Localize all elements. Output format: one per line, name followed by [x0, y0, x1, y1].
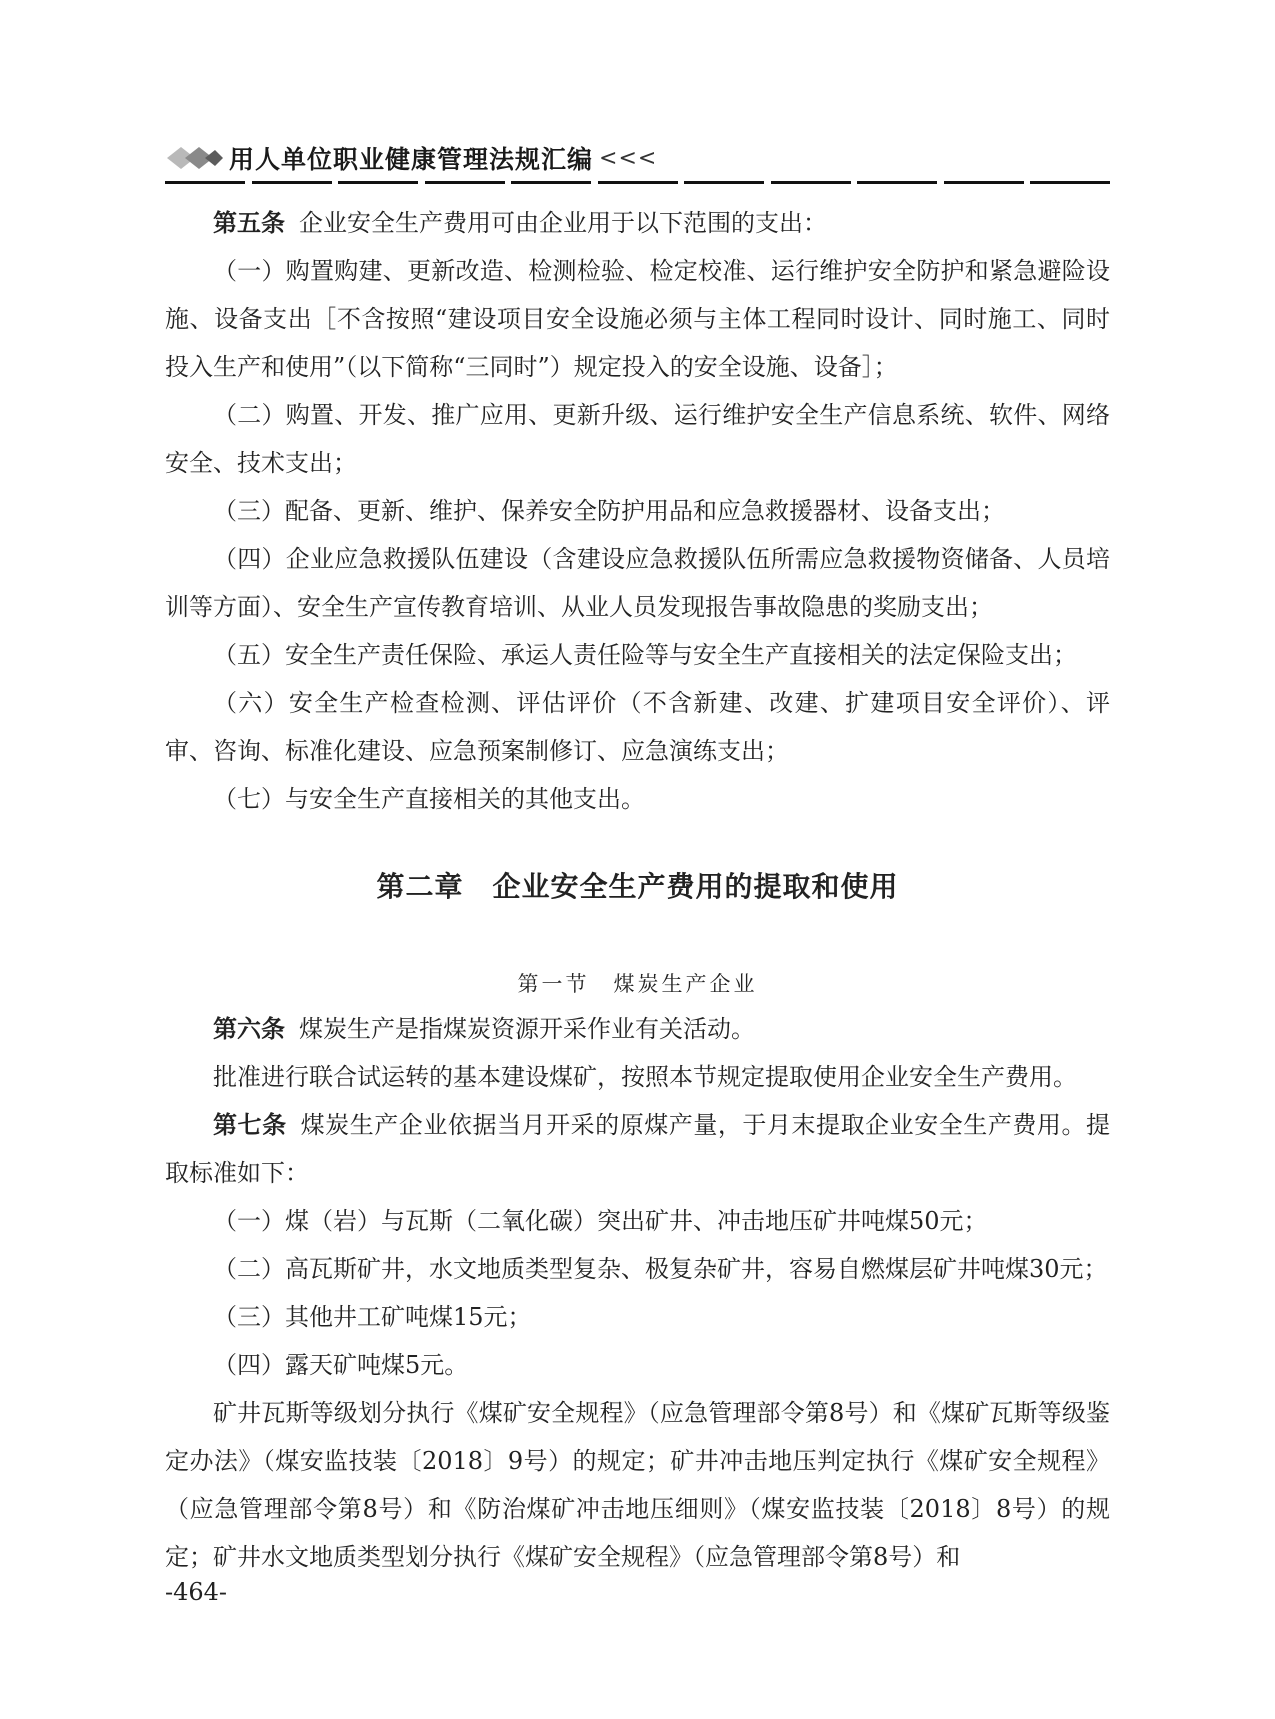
article-7	[165, 1101, 1110, 1197]
header-dashed-rule	[165, 181, 1110, 184]
paragraph: 批准进行联合试运转的基本建设煤矿，按照本节规定提取使用企业安全生产费用。	[213, 1063, 1077, 1091]
article-label: 第五条	[213, 209, 285, 237]
list-item: （一）煤（岩）与瓦斯（二氧化碳）突出矿井、冲击地压矿井吨煤50元；	[213, 1207, 988, 1235]
list-item: （七）与安全生产直接相关的其他支出。	[213, 785, 645, 813]
list-item: （三）其他井工矿吨煤15元；	[213, 1303, 532, 1331]
article-5-block	[165, 199, 1110, 823]
article-text: 企业安全生产费用可由企业用于以下范围的支出：	[299, 209, 827, 237]
article-text: 煤炭生产是指煤炭资源开采作业有关活动。	[299, 1015, 755, 1043]
section-heading: 第一节 煤炭生产企业	[517, 972, 758, 996]
double-diamond-logo-icon	[165, 143, 223, 173]
article-6	[165, 1005, 1110, 1053]
article-5	[165, 199, 1110, 247]
list-item: （三）配备、更新、维护、保养安全防护用品和应急救援器材、设备支出；	[213, 497, 1005, 525]
list-item: （二）高瓦斯矿井，水文地质类型复杂、极复杂矿井，容易自燃煤层矿井吨煤30元；	[213, 1255, 1108, 1283]
running-header	[165, 138, 1110, 178]
header-arrows-icon: <<<	[599, 145, 658, 171]
list-item: （五）安全生产责任保险、承运人责任险等与安全生产直接相关的法定保险支出；	[213, 641, 1077, 669]
chapter-heading: 第二章 企业安全生产费用的提取和使用	[376, 870, 899, 903]
article-label: 第七条	[213, 1111, 287, 1139]
paragraph: 矿井瓦斯等级划分执行《煤矿安全规程》（应急管理部令第8号）和《煤矿瓦斯等级鉴定办法》（煤安监技装〔2018〕9号）的规定；矿井冲击地压判定执行《煤矿安全规程》（应急管理部令第8号）和《防治煤矿冲击地压细则》（煤安监技装〔2018〕8号）的规定；矿井水文地质类型划分执行《煤矿安全规程》（应急管理部令第8号）和	[165, 1399, 1110, 1571]
book-title: 用人单位职业健康管理法规汇编	[229, 145, 594, 174]
list-item: （二）购置、开发、推广应用、更新升级、运行维护安全生产信息系统、软件、网络安全、技术支出；	[165, 401, 1110, 477]
list-item: （一）购置购建、更新改造、检测检验、检定校准、运行维护安全防护和紧急避险设施、设备支出［不含按照“建设项目安全设施必须与主体工程同时设计、同时施工、同时投入生产和使用”（以下简称“三同时”）规定投入的安全设施、设备］；	[165, 257, 1110, 381]
articles-6-7-block	[165, 1005, 1110, 1581]
list-item: （六）安全生产检查检测、评估评价（不含新建、改建、扩建项目安全评价）、评审、咨询、标准化建设、应急预案制修订、应急演练支出；	[165, 689, 1110, 765]
page-number: -464-	[165, 1578, 228, 1606]
article-text: 煤炭生产企业依据当月开采的原煤产量，于月末提取企业安全生产费用。提取标准如下：	[165, 1111, 1111, 1187]
article-label: 第六条	[213, 1015, 285, 1043]
list-item: （四）企业应急救援队伍建设（含建设应急救援队伍所需应急救援物资储备、人员培训等方面）、安全生产宣传教育培训、从业人员发现报告事故隐患的奖励支出；	[165, 545, 1110, 621]
list-item: （四）露天矿吨煤5元。	[213, 1351, 469, 1379]
